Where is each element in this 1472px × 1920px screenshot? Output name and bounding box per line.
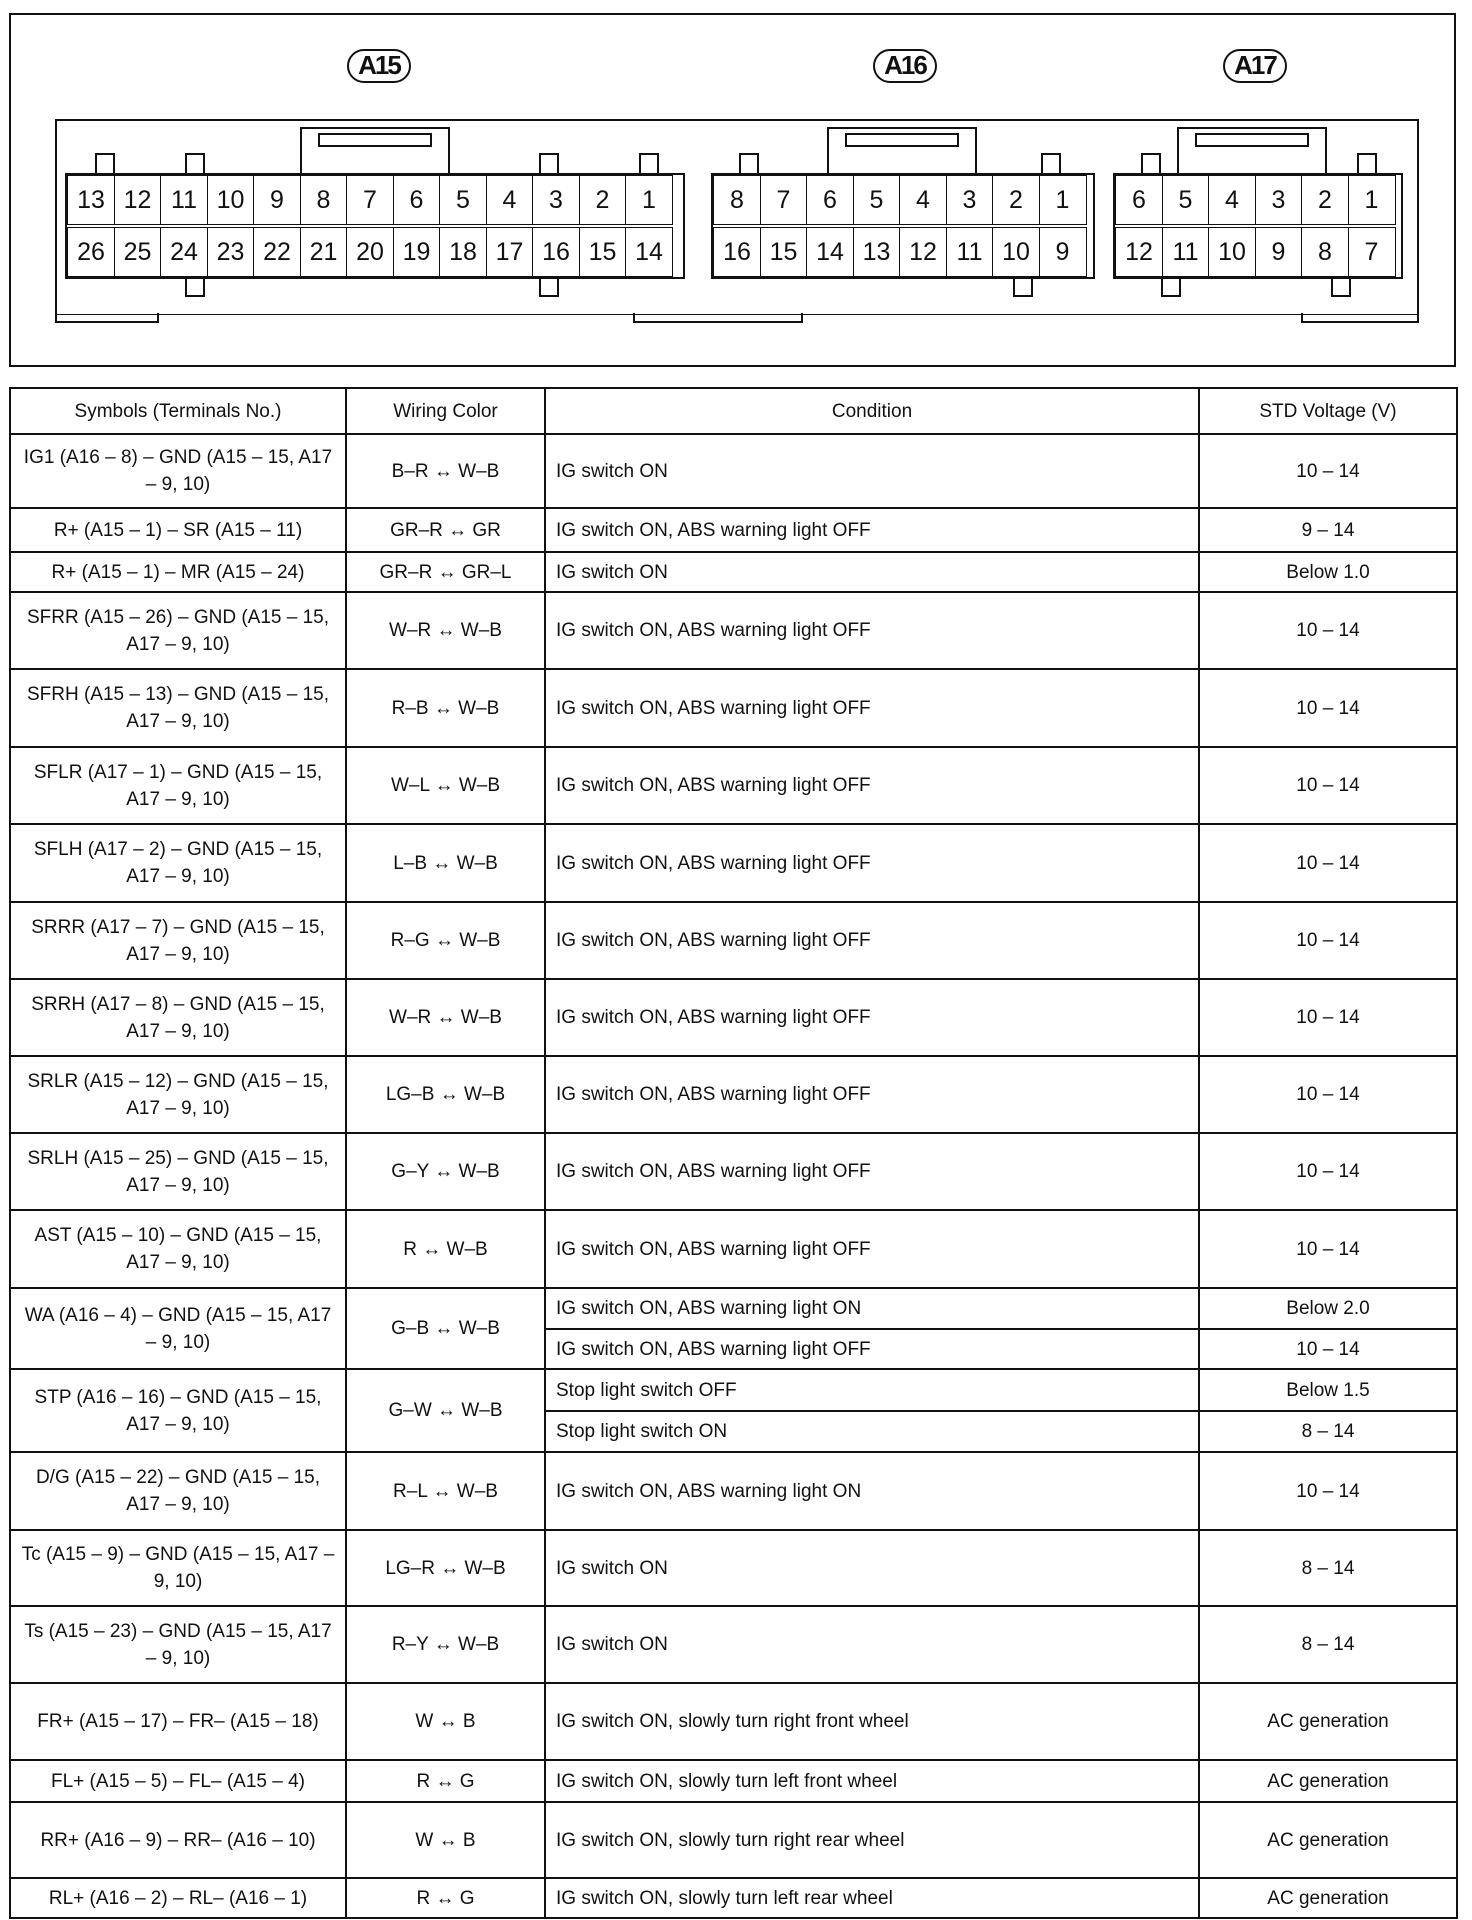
table-row	[10, 552, 1457, 592]
connector-diagram	[9, 13, 1456, 367]
std-voltage: 10 – 14	[1199, 1210, 1457, 1288]
a15-terminal: 8	[300, 175, 348, 225]
a15-terminal: 9	[253, 175, 301, 225]
wiring-color: R–B ↔ W–B	[346, 669, 545, 747]
a16-terminal: 1	[1039, 175, 1087, 225]
a16-key-tab	[1041, 153, 1061, 175]
condition: IG switch ON, ABS warning light OFF	[545, 902, 1199, 979]
condition: IG switch ON	[545, 434, 1199, 508]
wiring-color: W–R ↔ W–B	[346, 979, 545, 1056]
a15-bottom-row	[67, 227, 672, 277]
wiring-color: R–L ↔ W–B	[346, 1452, 545, 1530]
terminal-symbol: WA (A16 – 4) – GND (A15 – 15, A17 – 9, 10)	[10, 1288, 346, 1369]
std-voltage: AC generation	[1199, 1878, 1457, 1918]
wiring-color: R ↔ G	[346, 1878, 545, 1918]
connector-a15	[65, 173, 685, 279]
a15-terminal: 6	[393, 175, 441, 225]
a15-terminal: 14	[625, 227, 673, 277]
a16-terminal: 4	[899, 175, 947, 225]
a17-terminal: 4	[1208, 175, 1256, 225]
a16-terminal: 16	[713, 227, 761, 277]
terminal-symbol: STP (A16 – 16) – GND (A15 – 15, A17 – 9, 10)	[10, 1369, 346, 1452]
header-symbols: Symbols (Terminals No.)	[10, 388, 346, 434]
terminal-symbol: SRLR (A15 – 12) – GND (A15 – 15, A17 – 9, 10)	[10, 1056, 346, 1133]
std-voltage: 10 – 14	[1199, 434, 1457, 508]
table-row	[10, 1288, 1457, 1329]
a17-terminal: 9	[1255, 227, 1303, 277]
a17-terminal: 7	[1348, 227, 1396, 277]
std-voltage: 10 – 14	[1199, 592, 1457, 669]
outline-foot-left	[55, 313, 159, 323]
a17-terminal: 11	[1162, 227, 1210, 277]
condition: IG switch ON, ABS warning light OFF	[545, 747, 1199, 824]
condition: Stop light switch OFF	[545, 1369, 1199, 1411]
wiring-color: B–R ↔ W–B	[346, 434, 545, 508]
a17-key-tab	[1141, 153, 1161, 175]
terminal-symbol: SFLR (A17 – 1) – GND (A15 – 15, A17 – 9, 10)	[10, 747, 346, 824]
table-row	[10, 1056, 1457, 1133]
terminal-symbol: D/G (A15 – 22) – GND (A15 – 15, A17 – 9, 10)	[10, 1452, 346, 1530]
terminal-symbol: Ts (A15 – 23) – GND (A15 – 15, A17 – 9, 10)	[10, 1606, 346, 1683]
table-row	[10, 434, 1457, 508]
a15-top-row	[67, 175, 672, 225]
a17-bottom-row	[1115, 227, 1394, 277]
wiring-color: G–W ↔ W–B	[346, 1369, 545, 1452]
std-voltage: 10 – 14	[1199, 1133, 1457, 1210]
a15-terminal: 20	[346, 227, 394, 277]
a15-terminal: 24	[160, 227, 208, 277]
header-condition: Condition	[545, 388, 1199, 434]
a15-key-tab	[639, 153, 659, 175]
std-voltage: 10 – 14	[1199, 669, 1457, 747]
a16-top-row	[713, 175, 1085, 225]
table-row	[10, 1530, 1457, 1606]
condition: IG switch ON, ABS warning light ON	[545, 1452, 1199, 1530]
a15-terminal: 17	[486, 227, 534, 277]
table-row	[10, 1210, 1457, 1288]
a16-terminal: 2	[992, 175, 1040, 225]
table-row	[10, 1683, 1457, 1760]
wiring-color: L–B ↔ W–B	[346, 824, 545, 902]
table-row	[10, 1802, 1457, 1878]
terminal-symbol: R+ (A15 – 1) – MR (A15 – 24)	[10, 552, 346, 592]
std-voltage: 10 – 14	[1199, 747, 1457, 824]
condition: IG switch ON, ABS warning light OFF	[545, 1133, 1199, 1210]
wiring-color: R–Y ↔ W–B	[346, 1606, 545, 1683]
condition: IG switch ON	[545, 1606, 1199, 1683]
a17-terminal: 3	[1255, 175, 1303, 225]
terminal-symbol: Tc (A15 – 9) – GND (A15 – 15, A17 – 9, 10)	[10, 1530, 346, 1606]
table-row	[10, 1369, 1457, 1411]
a16-terminal: 10	[992, 227, 1040, 277]
wiring-color: GR–R ↔ GR	[346, 508, 545, 552]
table-row	[10, 1760, 1457, 1802]
std-voltage: 10 – 14	[1199, 979, 1457, 1056]
condition: IG switch ON, ABS warning light OFF	[545, 508, 1199, 552]
a17-terminal: 8	[1301, 227, 1349, 277]
connector-label-a17: A17	[1223, 49, 1287, 83]
table-row	[10, 979, 1457, 1056]
a16-key-tab	[739, 153, 759, 175]
a16-bottom-row	[713, 227, 1085, 277]
std-voltage: 9 – 14	[1199, 508, 1457, 552]
condition: IG switch ON, slowly turn left rear wheel	[545, 1878, 1199, 1918]
a16-terminal: 8	[713, 175, 761, 225]
a15-terminal: 11	[160, 175, 208, 225]
a15-terminal: 21	[300, 227, 348, 277]
std-voltage: 8 – 14	[1199, 1606, 1457, 1683]
terminal-symbol: AST (A15 – 10) – GND (A15 – 15, A17 – 9, 10)	[10, 1210, 346, 1288]
terminal-symbol: SFRH (A15 – 13) – GND (A15 – 15, A17 – 9, 10)	[10, 669, 346, 747]
a16-terminal: 11	[946, 227, 994, 277]
a16-terminal: 12	[899, 227, 947, 277]
condition: IG switch ON, ABS warning light OFF	[545, 592, 1199, 669]
std-voltage: 8 – 14	[1199, 1411, 1457, 1452]
condition: IG switch ON, slowly turn right rear wheel	[545, 1802, 1199, 1878]
a17-top-row	[1115, 175, 1394, 225]
std-voltage: AC generation	[1199, 1760, 1457, 1802]
condition: IG switch ON	[545, 552, 1199, 592]
wiring-color: LG–B ↔ W–B	[346, 1056, 545, 1133]
terminal-symbol: SRRH (A17 – 8) – GND (A15 – 15, A17 – 9, 10)	[10, 979, 346, 1056]
table-row	[10, 747, 1457, 824]
terminal-symbol: RL+ (A16 – 2) – RL– (A16 – 1)	[10, 1878, 346, 1918]
a17-terminal: 6	[1115, 175, 1163, 225]
outline-foot-right	[1301, 313, 1419, 323]
a15-terminal: 19	[393, 227, 441, 277]
std-voltage: 10 – 14	[1199, 1329, 1457, 1369]
a17-terminal: 2	[1301, 175, 1349, 225]
std-voltage: Below 1.5	[1199, 1369, 1457, 1411]
a17-terminal: 12	[1115, 227, 1163, 277]
a15-key-tab	[539, 153, 559, 175]
a16-terminal: 9	[1039, 227, 1087, 277]
std-voltage: 10 – 14	[1199, 1056, 1457, 1133]
terminal-symbol: FR+ (A15 – 17) – FR– (A15 – 18)	[10, 1683, 346, 1760]
wiring-color: R ↔ W–B	[346, 1210, 545, 1288]
a16-terminal: 5	[853, 175, 901, 225]
a15-terminal: 23	[207, 227, 255, 277]
terminal-symbol: SRLH (A15 – 25) – GND (A15 – 15, A17 – 9, 10)	[10, 1133, 346, 1210]
condition: IG switch ON, ABS warning light OFF	[545, 979, 1199, 1056]
header-std-voltage: STD Voltage (V)	[1199, 388, 1457, 434]
terminal-voltage-table	[9, 387, 1458, 1919]
condition: IG switch ON	[545, 1530, 1199, 1606]
condition: IG switch ON, slowly turn left front wheel	[545, 1760, 1199, 1802]
a15-terminal: 13	[67, 175, 115, 225]
a15-terminal: 12	[114, 175, 162, 225]
a17-key-tab	[1357, 153, 1377, 175]
a15-terminal: 22	[253, 227, 301, 277]
table-header-row	[10, 388, 1457, 434]
std-voltage: AC generation	[1199, 1802, 1457, 1878]
connector-a16	[711, 173, 1095, 279]
std-voltage: 10 – 14	[1199, 902, 1457, 979]
condition: IG switch ON, slowly turn right front wheel	[545, 1683, 1199, 1760]
connector-a17	[1113, 173, 1403, 279]
wiring-color: G–Y ↔ W–B	[346, 1133, 545, 1210]
condition: IG switch ON, ABS warning light OFF	[545, 1210, 1199, 1288]
a15-terminal: 3	[532, 175, 580, 225]
a17-terminal: 1	[1348, 175, 1396, 225]
a15-terminal: 5	[439, 175, 487, 225]
terminal-symbol: FL+ (A15 – 5) – FL– (A15 – 4)	[10, 1760, 346, 1802]
a16-terminal: 7	[760, 175, 808, 225]
a15-key-tab	[185, 153, 205, 175]
condition: IG switch ON, ABS warning light OFF	[545, 669, 1199, 747]
wiring-color: R ↔ G	[346, 1760, 545, 1802]
a15-terminal: 18	[439, 227, 487, 277]
a15-terminal: 10	[207, 175, 255, 225]
condition: Stop light switch ON	[545, 1411, 1199, 1452]
connector-label-a16: A16	[873, 49, 937, 83]
a16-terminal: 3	[946, 175, 994, 225]
header-wiring-color: Wiring Color	[346, 388, 545, 434]
terminal-symbol: SFLH (A17 – 2) – GND (A15 – 15, A17 – 9, 10)	[10, 824, 346, 902]
a15-terminal: 1	[625, 175, 673, 225]
table-row	[10, 1452, 1457, 1530]
condition: IG switch ON, ABS warning light OFF	[545, 1329, 1199, 1369]
wiring-color: W–L ↔ W–B	[346, 747, 545, 824]
a16-terminal: 6	[806, 175, 854, 225]
a15-terminal: 25	[114, 227, 162, 277]
table-row	[10, 1606, 1457, 1683]
std-voltage: 10 – 14	[1199, 1452, 1457, 1530]
std-voltage: AC generation	[1199, 1683, 1457, 1760]
table-row	[10, 824, 1457, 902]
terminal-symbol: SFRR (A15 – 26) – GND (A15 – 15, A17 – 9, 10)	[10, 592, 346, 669]
std-voltage: 10 – 14	[1199, 824, 1457, 902]
a17-terminal: 5	[1162, 175, 1210, 225]
condition: IG switch ON, ABS warning light OFF	[545, 1056, 1199, 1133]
a15-key-tab	[95, 153, 115, 175]
wiring-color: W ↔ B	[346, 1683, 545, 1760]
a15-terminal: 4	[486, 175, 534, 225]
wiring-color: LG–R ↔ W–B	[346, 1530, 545, 1606]
terminal-symbol: RR+ (A16 – 9) – RR– (A16 – 10)	[10, 1802, 346, 1878]
wiring-color: R–G ↔ W–B	[346, 902, 545, 979]
std-voltage: Below 1.0	[1199, 552, 1457, 592]
table-row	[10, 1878, 1457, 1918]
terminal-symbol: SRRR (A17 – 7) – GND (A15 – 15, A17 – 9, 10)	[10, 902, 346, 979]
wiring-color: W–R ↔ W–B	[346, 592, 545, 669]
wiring-color: GR–R ↔ GR–L	[346, 552, 545, 592]
a15-terminal: 15	[579, 227, 627, 277]
outline-foot-middle	[633, 313, 803, 323]
std-voltage: Below 2.0	[1199, 1288, 1457, 1329]
a15-terminal: 7	[346, 175, 394, 225]
a16-terminal: 13	[853, 227, 901, 277]
table-row	[10, 902, 1457, 979]
terminal-symbol: IG1 (A16 – 8) – GND (A15 – 15, A17 – 9, 10)	[10, 434, 346, 508]
table-row	[10, 592, 1457, 669]
a17-terminal: 10	[1208, 227, 1256, 277]
wiring-color: W ↔ B	[346, 1802, 545, 1878]
a16-terminal: 15	[760, 227, 808, 277]
std-voltage: 8 – 14	[1199, 1530, 1457, 1606]
table-row	[10, 669, 1457, 747]
connector-label-a15: A15	[347, 49, 411, 83]
table-row	[10, 508, 1457, 552]
table-row	[10, 1133, 1457, 1210]
condition: IG switch ON, ABS warning light ON	[545, 1288, 1199, 1329]
terminal-symbol: R+ (A15 – 1) – SR (A15 – 11)	[10, 508, 346, 552]
wiring-color: G–B ↔ W–B	[346, 1288, 545, 1369]
a16-terminal: 14	[806, 227, 854, 277]
a15-terminal: 26	[67, 227, 115, 277]
a15-terminal: 2	[579, 175, 627, 225]
condition: IG switch ON, ABS warning light OFF	[545, 824, 1199, 902]
a15-terminal: 16	[532, 227, 580, 277]
